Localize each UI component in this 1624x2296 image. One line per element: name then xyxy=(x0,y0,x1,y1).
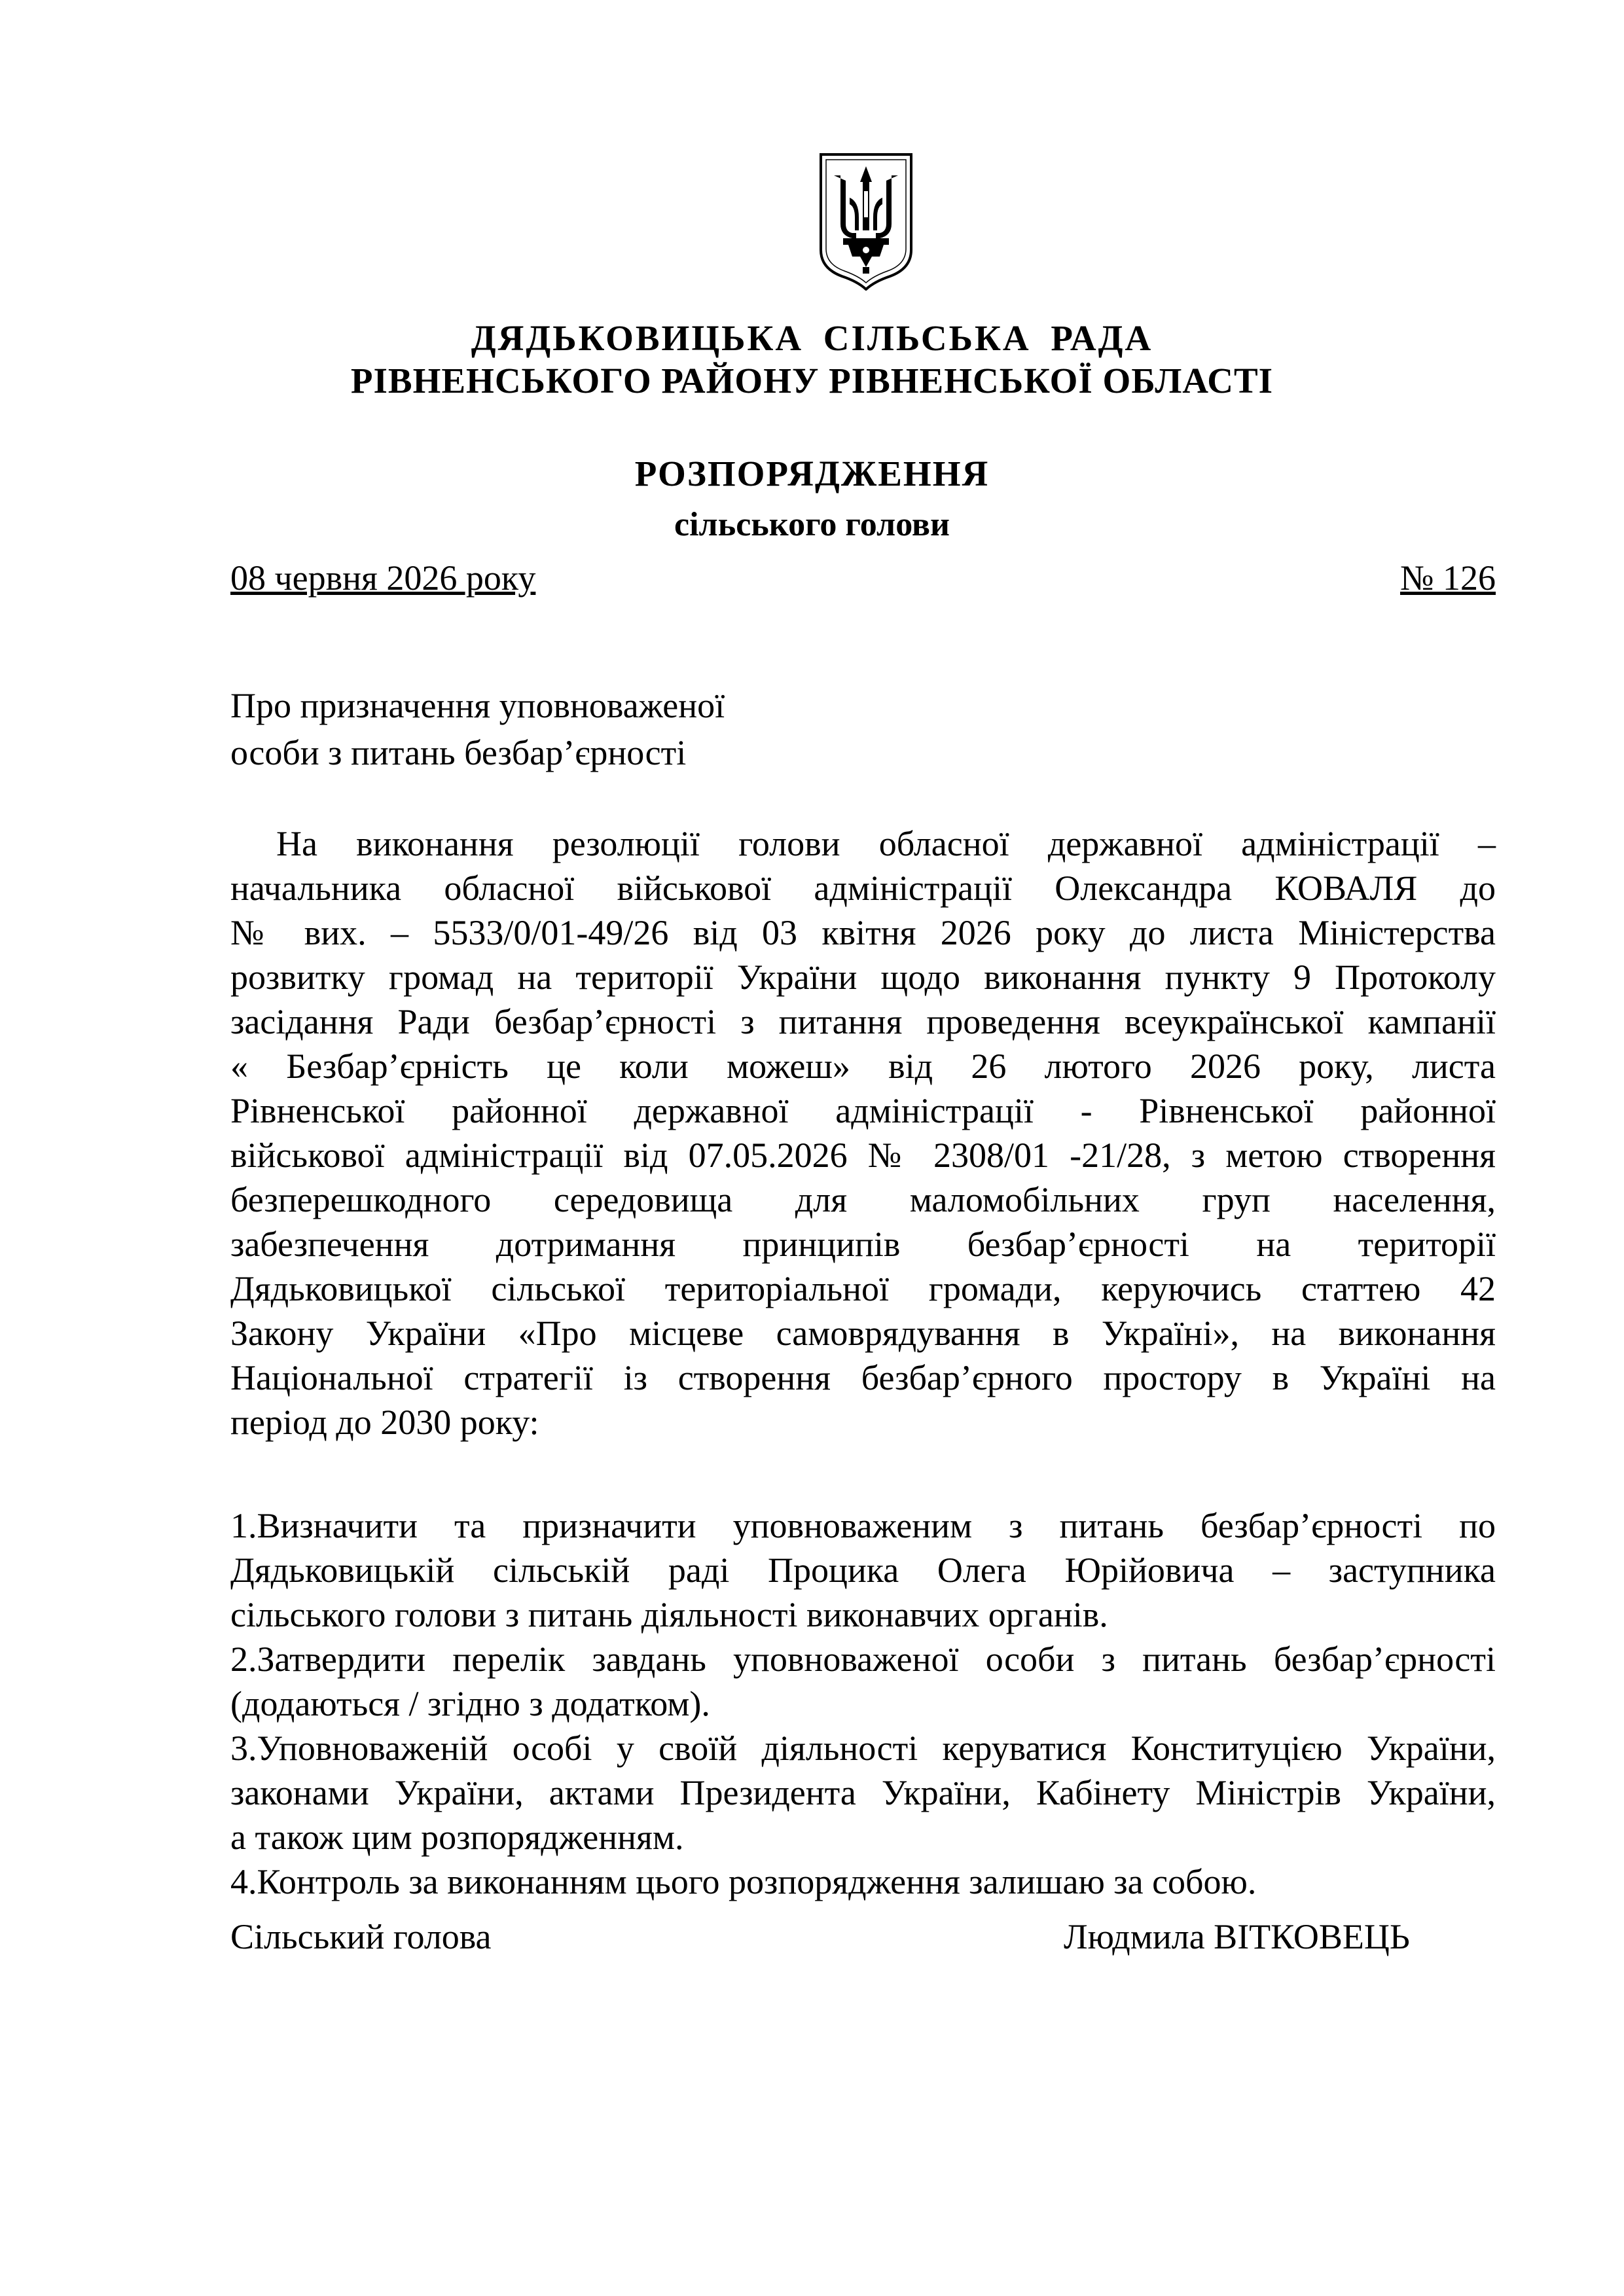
order-item-line: 1.Визначити та призначити уповноваженим з питань безбар’єрності по xyxy=(230,1506,1496,1545)
preamble-line: Дядьковицької сільської територіальної громади, керуючись статтею 42 xyxy=(230,1269,1496,1308)
subject-line: особи з питань безбар’єрності xyxy=(230,733,687,772)
document-subtype: сільського голови xyxy=(674,506,950,543)
preamble-line: « Безбар’єрність це коли можеш» від 26 лютого 2026 року, листа xyxy=(230,1047,1496,1086)
order-item-line: а також цим розпорядженням. xyxy=(230,1818,684,1857)
order-item-line: 2.Затвердити перелік завдань уповноваженої особи з питань безбар’єрності xyxy=(230,1640,1496,1679)
preamble-line: Рівненської районної державної адміністрації - Рівненської районної xyxy=(230,1091,1496,1130)
preamble-line: № вих. – 5533/0/01-49/26 від 03 квітня 2026 року до листа Міністерства xyxy=(230,913,1496,952)
document-subject xyxy=(230,682,725,776)
preamble-line: розвитку громад на території України щодо виконання пункту 9 Протоколу xyxy=(230,958,1496,997)
signer-title: Сільський голова xyxy=(230,1917,492,1956)
preamble-line: забезпечення дотримання принципів безбар’єрності на території xyxy=(230,1225,1496,1264)
order-item-line: 3.Уповноваженій особі у своїй діяльності керуватися Конституцією України, xyxy=(230,1729,1496,1768)
preamble-line: безперешкодного середовища для маломобільних груп населення, xyxy=(230,1180,1496,1219)
preamble-line: військової адміністрації від 07.05.2026 № 2308/01 -21/28, з метою створення xyxy=(230,1136,1496,1175)
preamble-line: Національної стратегії із створення безбар’єрного простору в Україні на xyxy=(230,1358,1496,1397)
order-item-line: Дядьковицькій сільській раді Процика Олега Юрійовича – заступника xyxy=(230,1551,1496,1590)
document-date: 08 червня 2026 року xyxy=(230,558,536,598)
order-item-line: законами України, актами Президента України, Кабінету Міністрів України, xyxy=(230,1773,1496,1812)
signer-name: Людмила ВІТКОВЕЦЬ xyxy=(1064,1917,1410,1956)
subject-line: Про призначення уповноваженої xyxy=(230,686,725,725)
organization-name: ДЯДЬКОВИЦЬКА СІЛЬСЬКА РАДА xyxy=(471,318,1153,358)
preamble-paragraph xyxy=(230,821,1496,1444)
order-items xyxy=(230,1503,1496,1904)
organization-region: РІВНЕНСЬКОГО РАЙОНУ РІВНЕНСЬКОЇ ОБЛАСТІ xyxy=(350,361,1274,401)
preamble-line: період до 2030 року: xyxy=(230,1403,539,1442)
order-item-line: сільського голови з питань діяльності виконавчих органів. xyxy=(230,1595,1108,1634)
coat-of-arms-icon xyxy=(817,152,915,291)
document-number: № 126 xyxy=(1399,558,1496,598)
order-item-line: (додаються / згідно з додатком). xyxy=(230,1684,710,1723)
preamble-line: Закону України «Про місцеве самоврядування в Україні», на виконання xyxy=(230,1314,1496,1353)
preamble-line: На виконання резолюції голови обласної державної адміністрації – xyxy=(276,824,1496,863)
preamble-line: начальника обласної військової адміністрації Олександра КОВАЛЯ до xyxy=(230,869,1496,908)
preamble-line: засідання Ради безбар’єрності з питання проведення всеукраїнської кампанії xyxy=(230,1002,1496,1041)
order-item-line: 4.Контроль за виконанням цього розпорядження залишаю за собою. xyxy=(230,1862,1257,1901)
document-type: РОЗПОРЯДЖЕННЯ xyxy=(634,454,990,493)
